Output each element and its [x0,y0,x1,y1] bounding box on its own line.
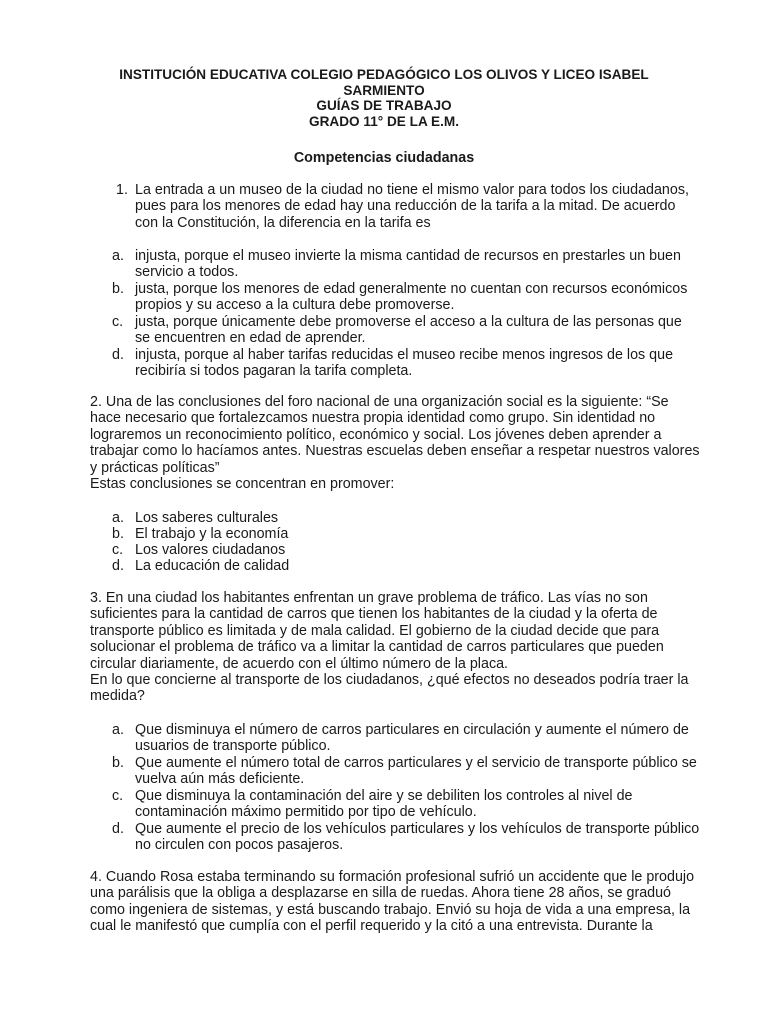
option-text [135,788,690,821]
text-line: circular diariamente, de acuerdo con el último número de la placa. [90,655,509,672]
text-line: pues para los menores de edad hay una reducción de la tarifa a la mitad. De acuerdo [135,198,676,215]
text-line: 4. Cuando Rosa estaba terminando su formación profesional sufrió un accidente que le produjo [90,869,695,885]
option-text: El trabajo y la economía [135,526,289,542]
text-line: recibiría si todos pagaran la tarifa completa. [135,363,413,380]
guide-title: GUÍAS DE TRABAJO [316,98,452,114]
question-4 [90,869,695,935]
text-line: una parálisis que la obliga a desplazarse en silla de ruedas. Ahora tiene 28 años, se graduó [90,885,672,902]
text-line: como ingeniera de sistemas, y está buscando trabajo. Envió su hoja de vida a una empresa, la [90,901,691,918]
text-line: justa, porque los menores de edad generalmente no cuentan con recursos económicos [135,281,688,297]
text-line: servicio a todos. [135,264,239,281]
institution-name-line1: INSTITUCIÓN EDUCATIVA COLEGIO PEDAGÓGICO LOS OLIVOS Y LICEO ISABEL [119,67,649,82]
option-text [135,722,690,755]
text-line: justa, porque únicamente debe promoverse el acceso a la cultura de las personas que [135,314,682,330]
text-line: lograremos un reconocimiento político, económico y social. Los jóvenes deben aprender a [90,426,662,443]
text-line: y prácticas políticas” [90,459,220,476]
question-1-text [135,182,690,231]
text-line: 3. En una ciudad los habitantes enfrentan un grave problema de tráfico. Las vías no son [90,590,648,606]
text-line: Que aumente el precio de los vehículos particulares y los vehículos de transporte público [135,821,700,837]
option-letter: d. [112,347,124,363]
question-1-number: 1. [116,182,128,198]
document-header [90,67,678,129]
option-letter: b. [112,526,124,542]
question-2 [90,394,700,493]
option-text [135,347,690,380]
question-3 [90,590,690,705]
option-text [135,314,690,347]
text-line: Que disminuya la contaminación del aire y se debiliten los controles al nivel de [135,788,633,804]
option-letter: d. [112,821,124,837]
grade-title: GRADO 11° DE LA E.M. [309,113,459,129]
text-line: En lo que concierne al transporte de los ciudadanos, ¿qué efectos no deseados podría traer la [90,672,689,689]
option-text: Los valores ciudadanos [135,542,286,558]
text-line: Que aumente el número total de carros particulares y el servicio de transporte público se [135,755,697,771]
text-line: 2. Una de las conclusiones del foro nacional de una organización social es la siguiente: “Se [90,394,669,410]
text-line: vuelva aún más deficiente. [135,771,305,788]
subject-title: Competencias ciudadanas [293,150,475,166]
institution-name-line2: SARMIENTO [343,82,425,98]
text-line: solucionar el problema de tráfico va a limitar la cantidad de carros particulares que pueden [90,639,664,656]
text-line: usuarios de transporte público. [135,738,331,755]
option-letter: c. [112,788,124,804]
option-letter: d. [112,558,124,574]
text-line: Estas conclusiones se concentran en promover: [90,476,395,493]
text-line: transporte público es limitada y de mala calidad. El gobierno de la ciudad decide que para [90,622,660,639]
option-letter: b. [112,281,124,297]
text-line: Que disminuya el número de carros particulares en circulación y aumente el número de [135,722,689,738]
text-line: injusta, porque al haber tarifas reducidas el museo recibe menos ingresos de los que [135,347,674,363]
option-text [135,821,700,854]
option-letter: a. [112,510,124,526]
text-line: injusta, porque el museo invierte la misma cantidad de recursos en prestarles un buen [135,248,681,264]
text-line: cual le manifestó que cumplía con el perfil requerido y la citó a una entrevista. Durante la [90,918,653,935]
option-letter: b. [112,755,124,771]
text-line: hace necesario que fortalezcamos nuestra propia identidad como grupo. Sin identidad no [90,410,656,427]
option-text [135,281,690,314]
text-line: medida? [90,688,145,705]
option-letter: a. [112,248,124,264]
option-text: Los saberes culturales [135,510,279,526]
text-line: suficientes para la cantidad de carros que tienen los habitantes de la ciudad y la oferta de [90,606,658,623]
text-line: trabajar como lo hacíamos antes. Nuestras escuelas deben enseñar a respetar nuestros valores [90,443,700,460]
text-line: con la Constitución, la diferencia en la tarifa es [135,214,431,231]
text-line: no circulen con pocos pasajeros. [135,837,344,854]
text-line: contaminación máximo permitido por tipo de vehículo. [135,804,477,821]
option-letter: c. [112,314,124,330]
text-line: propios y su acceso a la cultura debe promoverse. [135,297,455,314]
option-letter: c. [112,542,124,558]
option-text [135,248,690,281]
text-line: se encuentren en edad de aprender. [135,330,366,347]
option-text: La educación de calidad [135,558,290,574]
option-text [135,755,697,788]
option-letter: a. [112,722,124,738]
text-line: La entrada a un museo de la ciudad no tiene el mismo valor para todos los ciudadanos, [135,182,689,198]
